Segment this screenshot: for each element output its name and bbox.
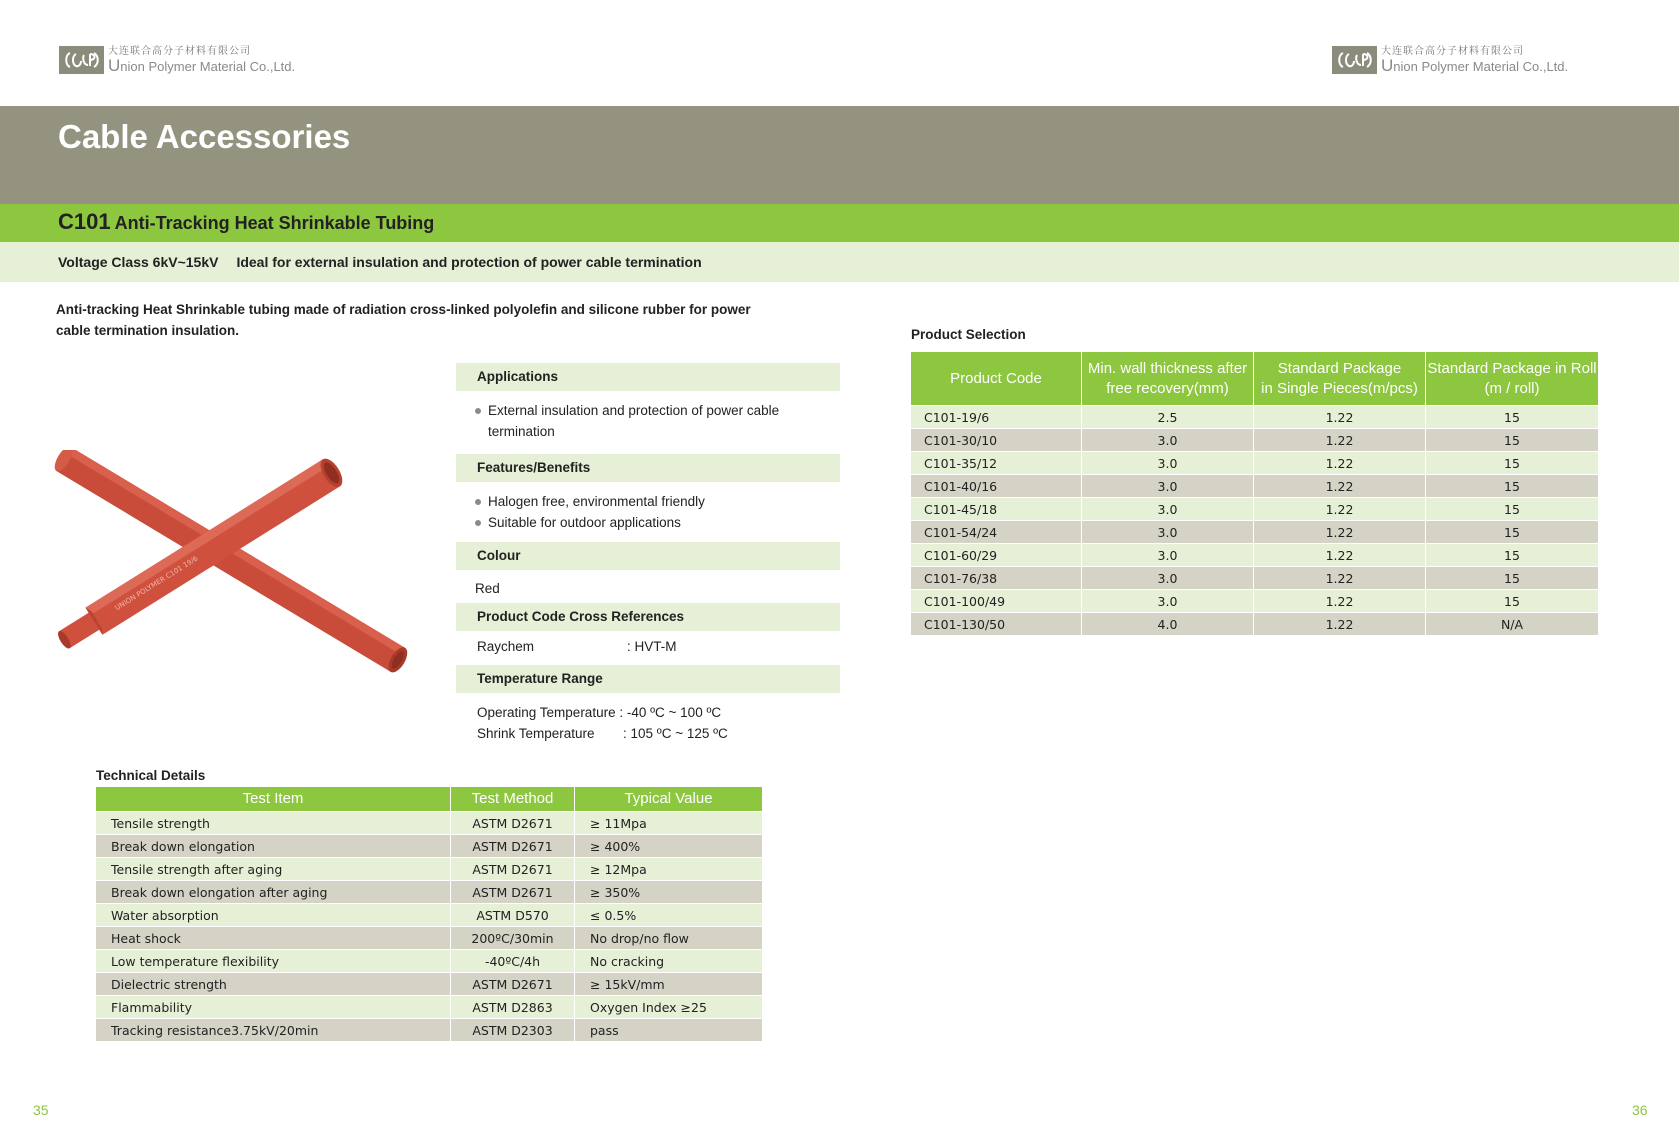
table-cell: Break down elongation after aging bbox=[96, 881, 451, 904]
table-cell: ≥ 350% bbox=[575, 881, 763, 904]
table-row bbox=[96, 858, 763, 881]
table-cell: 3.0 bbox=[1082, 498, 1254, 521]
shrink-temperature: Shrink Temperature : 105 ºC ~ 125 ºC bbox=[477, 726, 728, 741]
bullet-icon bbox=[475, 499, 481, 505]
table-cell: ASTM D2671 bbox=[451, 835, 575, 858]
cross-ref-heading: Product Code Cross References bbox=[456, 603, 840, 631]
page-number-left: 35 bbox=[33, 1102, 49, 1118]
table-cell: 15 bbox=[1426, 429, 1599, 452]
features-section bbox=[456, 454, 840, 533]
table-row bbox=[911, 475, 1599, 498]
table-cell: pass bbox=[575, 1019, 763, 1042]
table-cell: Water absorption bbox=[96, 904, 451, 927]
table-cell: ASTM D2671 bbox=[451, 858, 575, 881]
cross-ref-brand: Raychem bbox=[477, 639, 535, 654]
tube-print-text: UNION POLYMER C101 19/6 bbox=[113, 554, 200, 613]
table-row bbox=[911, 406, 1599, 429]
colour-section bbox=[456, 542, 840, 599]
table-cell: C101-100/49 bbox=[911, 590, 1082, 613]
table-cell: 15 bbox=[1426, 475, 1599, 498]
table-cell: Dielectric strength bbox=[96, 973, 451, 996]
table-cell: 3.0 bbox=[1082, 475, 1254, 498]
table-cell: Heat shock bbox=[96, 927, 451, 950]
table-cell: 1.22 bbox=[1254, 567, 1426, 590]
page-number-right: 36 bbox=[1632, 1102, 1648, 1118]
table-cell: Oxygen Index ≥25 bbox=[575, 996, 763, 1019]
table-cell: ≥ 11Mpa bbox=[575, 812, 763, 835]
product-tagline: Ideal for external insulation and protection of power cable termination bbox=[236, 254, 702, 270]
table-row bbox=[911, 544, 1599, 567]
table-cell: ASTM D2671 bbox=[451, 881, 575, 904]
table-cell: 15 bbox=[1426, 452, 1599, 475]
table-cell: Flammability bbox=[96, 996, 451, 1019]
table-row bbox=[911, 613, 1599, 636]
table-cell: Break down elongation bbox=[96, 835, 451, 858]
table-cell: ASTM D2671 bbox=[451, 812, 575, 835]
product-subtitle bbox=[58, 254, 702, 270]
voltage-class: Voltage Class 6kV~15kV bbox=[58, 254, 219, 270]
table-header: Test Item bbox=[96, 787, 451, 812]
company-logo-right bbox=[1332, 43, 1568, 77]
table-row bbox=[911, 567, 1599, 590]
table-cell: Tracking resistance3.75kV/20min bbox=[96, 1019, 451, 1042]
applications-section bbox=[456, 363, 840, 442]
table-cell: 15 bbox=[1426, 406, 1599, 429]
applications-heading: Applications bbox=[456, 363, 840, 391]
table-cell: 15 bbox=[1426, 544, 1599, 567]
table-cell: 15 bbox=[1426, 498, 1599, 521]
table-cell: 3.0 bbox=[1082, 590, 1254, 613]
table-cell: C101-76/38 bbox=[911, 567, 1082, 590]
table-cell: C101-35/12 bbox=[911, 452, 1082, 475]
list-item: Halogen free, environmental friendly bbox=[475, 491, 840, 512]
table-cell: 1.22 bbox=[1254, 429, 1426, 452]
table-row bbox=[96, 973, 763, 996]
table-row bbox=[96, 950, 763, 973]
table-cell: 3.0 bbox=[1082, 567, 1254, 590]
colour-heading: Colour bbox=[456, 542, 840, 570]
table-cell: ASTM D2303 bbox=[451, 1019, 575, 1042]
table-cell: ≤ 0.5% bbox=[575, 904, 763, 927]
table-cell: Tensile strength bbox=[96, 812, 451, 835]
table-cell: 1.22 bbox=[1254, 498, 1426, 521]
product-code: C101 bbox=[58, 209, 111, 234]
table-row bbox=[96, 881, 763, 904]
table-header-row bbox=[96, 787, 763, 812]
table-row bbox=[911, 521, 1599, 544]
list-item-continuation: termination bbox=[488, 424, 555, 439]
technical-caption: Technical Details bbox=[96, 768, 206, 783]
table-header: Product Code bbox=[911, 352, 1082, 406]
table-row bbox=[96, 996, 763, 1019]
table-row bbox=[911, 590, 1599, 613]
table-header: Typical Value bbox=[575, 787, 763, 812]
company-name-en: Union Polymer Material Co.,Ltd. bbox=[108, 55, 296, 75]
table-cell: ASTM D570 bbox=[451, 904, 575, 927]
technical-table bbox=[95, 786, 763, 1042]
table-cell: 4.0 bbox=[1082, 613, 1254, 636]
table-header: Min. wall thickness after free recovery(mm) bbox=[1082, 352, 1254, 406]
temperature-heading: Temperature Range bbox=[456, 665, 840, 693]
bullet-icon bbox=[475, 408, 481, 414]
table-cell: C101-19/6 bbox=[911, 406, 1082, 429]
table-cell: ≥ 15kV/mm bbox=[575, 973, 763, 996]
company-name-cn: 大连联合高分子材料有限公司 bbox=[1381, 45, 1524, 57]
product-image bbox=[30, 450, 440, 675]
table-cell: No drop/no flow bbox=[575, 927, 763, 950]
ucp-logo-icon bbox=[59, 46, 104, 74]
table-row bbox=[96, 835, 763, 858]
table-cell: 1.22 bbox=[1254, 521, 1426, 544]
selection-caption: Product Selection bbox=[911, 327, 1026, 342]
selection-table bbox=[910, 351, 1599, 636]
table-cell: 15 bbox=[1426, 567, 1599, 590]
table-row bbox=[911, 498, 1599, 521]
table-cell: 3.0 bbox=[1082, 521, 1254, 544]
table-cell: 1.22 bbox=[1254, 613, 1426, 636]
table-cell: C101-30/10 bbox=[911, 429, 1082, 452]
ucp-logo-icon bbox=[1332, 46, 1377, 74]
table-cell: C101-40/16 bbox=[911, 475, 1082, 498]
table-cell: 3.0 bbox=[1082, 544, 1254, 567]
table-cell: 1.22 bbox=[1254, 475, 1426, 498]
table-cell: C101-60/29 bbox=[911, 544, 1082, 567]
intro-text: Anti-tracking Heat Shrinkable tubing made of radiation cross-linked polyolefin and silicone rubber for power cable termination insulation. bbox=[56, 302, 751, 338]
table-cell: 1.22 bbox=[1254, 452, 1426, 475]
operating-temperature: Operating Temperature : -40 ºC ~ 100 ºC bbox=[477, 705, 722, 720]
table-header: Standard Package in Roll (m / roll) bbox=[1426, 352, 1599, 406]
table-cell: 3.0 bbox=[1082, 452, 1254, 475]
page-title: Cable Accessories bbox=[58, 118, 351, 155]
table-cell: ASTM D2863 bbox=[451, 996, 575, 1019]
features-heading: Features/Benefits bbox=[456, 454, 840, 482]
list-item: Suitable for outdoor applications bbox=[475, 512, 840, 533]
temperature-section bbox=[456, 665, 840, 744]
table-row bbox=[96, 904, 763, 927]
table-header: Test Method bbox=[451, 787, 575, 812]
table-cell: ≥ 12Mpa bbox=[575, 858, 763, 881]
table-header-row bbox=[911, 352, 1599, 406]
table-cell: C101-130/50 bbox=[911, 613, 1082, 636]
product-name: Anti-Tracking Heat Shrinkable Tubing bbox=[114, 213, 435, 233]
table-cell: 1.22 bbox=[1254, 590, 1426, 613]
table-cell: No cracking bbox=[575, 950, 763, 973]
table-row bbox=[96, 1019, 763, 1042]
table-header: Standard Package in Single Pieces(m/pcs) bbox=[1254, 352, 1426, 406]
cross-ref-section bbox=[456, 603, 840, 657]
table-cell: 1.22 bbox=[1254, 544, 1426, 567]
company-name-en: Union Polymer Material Co.,Ltd. bbox=[1381, 55, 1569, 75]
colour-value: Red bbox=[475, 581, 500, 596]
table-cell: 3.0 bbox=[1082, 429, 1254, 452]
cross-ref-code: : HVT-M bbox=[627, 639, 677, 654]
table-cell: 2.5 bbox=[1082, 406, 1254, 429]
table-cell: 15 bbox=[1426, 521, 1599, 544]
table-row bbox=[96, 812, 763, 835]
product-title bbox=[58, 209, 434, 235]
table-cell: 200ºC/30min bbox=[451, 927, 575, 950]
table-cell: C101-45/18 bbox=[911, 498, 1082, 521]
company-logo-left bbox=[59, 43, 295, 77]
table-cell: 1.22 bbox=[1254, 406, 1426, 429]
red-heat-shrink-tubes-image bbox=[30, 450, 440, 675]
table-cell: N/A bbox=[1426, 613, 1599, 636]
company-name-cn: 大连联合高分子材料有限公司 bbox=[108, 45, 251, 57]
table-cell: 15 bbox=[1426, 590, 1599, 613]
table-cell: Tensile strength after aging bbox=[96, 858, 451, 881]
table-cell: ASTM D2671 bbox=[451, 973, 575, 996]
table-cell: Low temperature flexibility bbox=[96, 950, 451, 973]
table-row bbox=[911, 429, 1599, 452]
table-cell: C101-54/24 bbox=[911, 521, 1082, 544]
table-row bbox=[96, 927, 763, 950]
table-cell: ≥ 400% bbox=[575, 835, 763, 858]
bullet-icon bbox=[475, 520, 481, 526]
table-row bbox=[911, 452, 1599, 475]
list-item: External insulation and protection of power cable bbox=[475, 400, 840, 421]
table-cell: -40ºC/4h bbox=[451, 950, 575, 973]
